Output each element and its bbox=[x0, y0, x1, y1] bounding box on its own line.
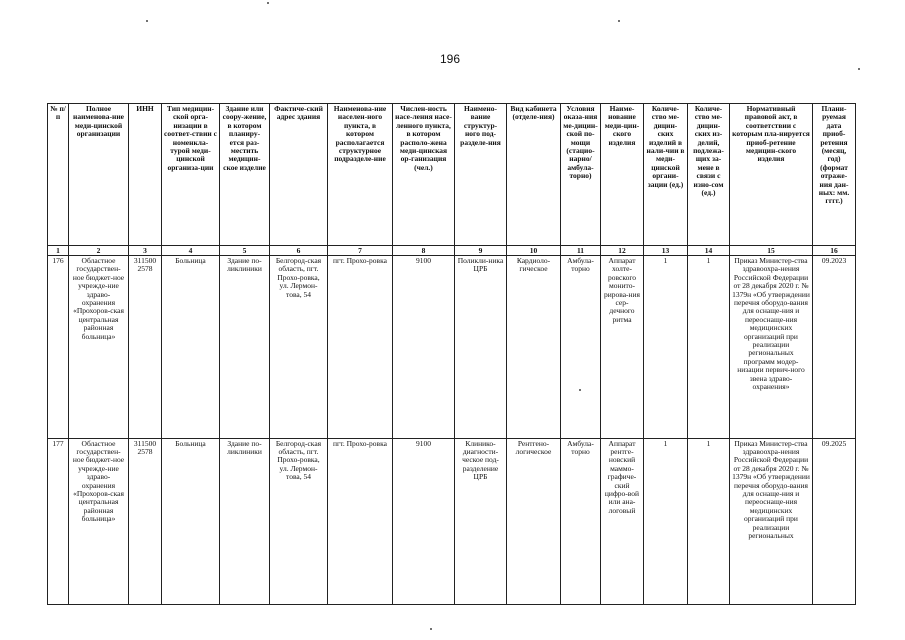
column-number: 14 bbox=[688, 246, 730, 256]
column-number: 9 bbox=[455, 246, 507, 256]
column-number: 10 bbox=[507, 246, 561, 256]
col-header-org-type: Тип медицин-ской орга-низации в соответ-ствии с номенкла-турой меди-цинской организа-ции bbox=[162, 104, 220, 246]
column-number: 4 bbox=[162, 246, 220, 256]
cell-number: 176 bbox=[48, 256, 69, 439]
medical-equipment-table bbox=[47, 103, 856, 605]
col-header-devices-available: Количе-ство ме-дицин-ских изделий в нали-чии в меди-цинской органи-зации (ед.) bbox=[644, 104, 688, 246]
col-header-care-conditions: Условия оказа-ния ме-дицин-ской по-мощи (стацио-нарно/ амбула-торно) bbox=[561, 104, 601, 246]
cell-address: Белгород-ская область, пгт. Прохо-ровка, ул. Лермон-това, 54 bbox=[270, 438, 328, 604]
column-number: 15 bbox=[730, 246, 813, 256]
col-header-device-name: Наиме-нование меди-цин-ского изделия bbox=[601, 104, 644, 246]
column-number: 5 bbox=[220, 246, 270, 256]
cell-population: 9100 bbox=[393, 256, 455, 439]
page-number: 196 bbox=[439, 52, 461, 66]
cell-org-type: Больница bbox=[162, 438, 220, 604]
cell-planned-date: 09.2025 bbox=[813, 438, 856, 604]
column-number-row bbox=[48, 246, 856, 256]
table-row bbox=[48, 438, 856, 604]
column-number: 7 bbox=[328, 246, 393, 256]
cell-devices-to-replace: 1 bbox=[688, 256, 730, 439]
col-header-inn: ИНН bbox=[129, 104, 162, 246]
cell-org-name: Областное государствен-ное бюджет-ное учрежде-ние здраво-охранения «Прохоров-ская центральная районная больница» bbox=[69, 256, 129, 439]
cell-population: 9100 bbox=[393, 438, 455, 604]
cell-settlement: пгт. Прохо-ровка bbox=[328, 256, 393, 439]
cell-settlement: пгт. Прохо-ровка bbox=[328, 438, 393, 604]
table-row bbox=[48, 256, 856, 439]
column-number: 1 bbox=[48, 246, 69, 256]
col-header-planned-date: Плани-руемая дата приоб-ретения (месяц, год) (формат отраже-ния дан-ных: мм. гггг.) bbox=[813, 104, 856, 246]
cell-device-name: Аппарат холте-ровского монито-рирова-ния сер-дечного ритма bbox=[601, 256, 644, 439]
cell-legal-act: Приказ Министер-ства здравоохра-нения Российской Федерации от 28 декабря 2020 г. № 1379н «Об утверждении перечня оборудо-вания для оснаще-ния и переоснаще-ния медицинских организаций при реализации региональных программ модер-низации первич-ного звена здраво-охранения» bbox=[730, 256, 813, 439]
cell-subdivision: Клинико-диагности-ческое под-разделение ЦРБ bbox=[455, 438, 507, 604]
col-header-building: Здание или соору-жение, в котором планиру-ется раз-местить медицин-ское изделие bbox=[220, 104, 270, 246]
scan-artifact bbox=[618, 20, 620, 22]
col-header-number: № п/п bbox=[48, 104, 69, 246]
cell-org-name: Областное государствен-ное бюджет-ное учрежде-ние здраво-охранения «Прохоров-ская центральная районная больница» bbox=[69, 438, 129, 604]
col-header-org-name: Полное наименова-ние меди-цинской организации bbox=[69, 104, 129, 246]
cell-org-type: Больница bbox=[162, 256, 220, 439]
scan-artifact bbox=[858, 68, 860, 70]
cell-building: Здание по-ликлиники bbox=[220, 438, 270, 604]
cell-planned-date: 09.2023 bbox=[813, 256, 856, 439]
cell-devices-available: 1 bbox=[644, 438, 688, 604]
col-header-cabinet-type: Вид кабинета (отделе-ния) bbox=[507, 104, 561, 246]
cell-address: Белгород-ская область, пгт. Прохо-ровка, ул. Лермон-това, 54 bbox=[270, 256, 328, 439]
column-number: 16 bbox=[813, 246, 856, 256]
column-number: 3 bbox=[129, 246, 162, 256]
scan-artifact bbox=[267, 2, 269, 4]
cell-inn: 311500 2578 bbox=[129, 438, 162, 604]
cell-care-conditions: Амбула-торно bbox=[561, 438, 601, 604]
column-number: 2 bbox=[69, 246, 129, 256]
cell-device-name: Аппарат рентге-новский маммо-графиче-ский цифро-вой или ана-логовый bbox=[601, 438, 644, 604]
column-number: 8 bbox=[393, 246, 455, 256]
cell-legal-act: Приказ Министер-ства здравоохра-нения Российской Федерации от 28 декабря 2020 г. № 1379н «Об утверждении перечня оборудо-вания для оснаще-ния и переоснаще-ния медицинских организаций при реализации региональных bbox=[730, 438, 813, 604]
column-number: 12 bbox=[601, 246, 644, 256]
cell-building: Здание по-ликлиники bbox=[220, 256, 270, 439]
header-row bbox=[48, 104, 856, 246]
cell-cabinet-type: Рентгено-логическое bbox=[507, 438, 561, 604]
cell-devices-available: 1 bbox=[644, 256, 688, 439]
col-header-address: Фактиче-ский адрес здания bbox=[270, 104, 328, 246]
cell-care-conditions: Амбула-торно bbox=[561, 256, 601, 439]
cell-devices-to-replace: 1 bbox=[688, 438, 730, 604]
column-number: 11 bbox=[561, 246, 601, 256]
cell-subdivision: Поликли-ника ЦРБ bbox=[455, 256, 507, 439]
scan-artifact bbox=[579, 389, 581, 391]
column-number: 6 bbox=[270, 246, 328, 256]
col-header-subdivision: Наимено-вание структур-ного под-разделе-ния bbox=[455, 104, 507, 246]
cell-inn: 311500 2578 bbox=[129, 256, 162, 439]
col-header-legal-act: Нормативный правовой акт, в соответствии с которым пла-нируется приоб-ретение медицин-ского изделия bbox=[730, 104, 813, 246]
column-number: 13 bbox=[644, 246, 688, 256]
cell-number: 177 bbox=[48, 438, 69, 604]
cell-cabinet-type: Кардиоло-гическое bbox=[507, 256, 561, 439]
col-header-population: Числен-ность насе-ления насе-ленного пункта, в котором располо-жена меди-цинская ор-ганизация (чел.) bbox=[393, 104, 455, 246]
scan-artifact bbox=[430, 628, 432, 630]
col-header-settlement: Наименова-ние населен-ного пункта, в котором располагается структурное подразделе-ние bbox=[328, 104, 393, 246]
col-header-devices-to-replace: Количе-ство ме-дицин-ских из-делий, подлежа-щих за-мене в связи с изно-сом (ед.) bbox=[688, 104, 730, 246]
scan-artifact bbox=[146, 20, 148, 22]
